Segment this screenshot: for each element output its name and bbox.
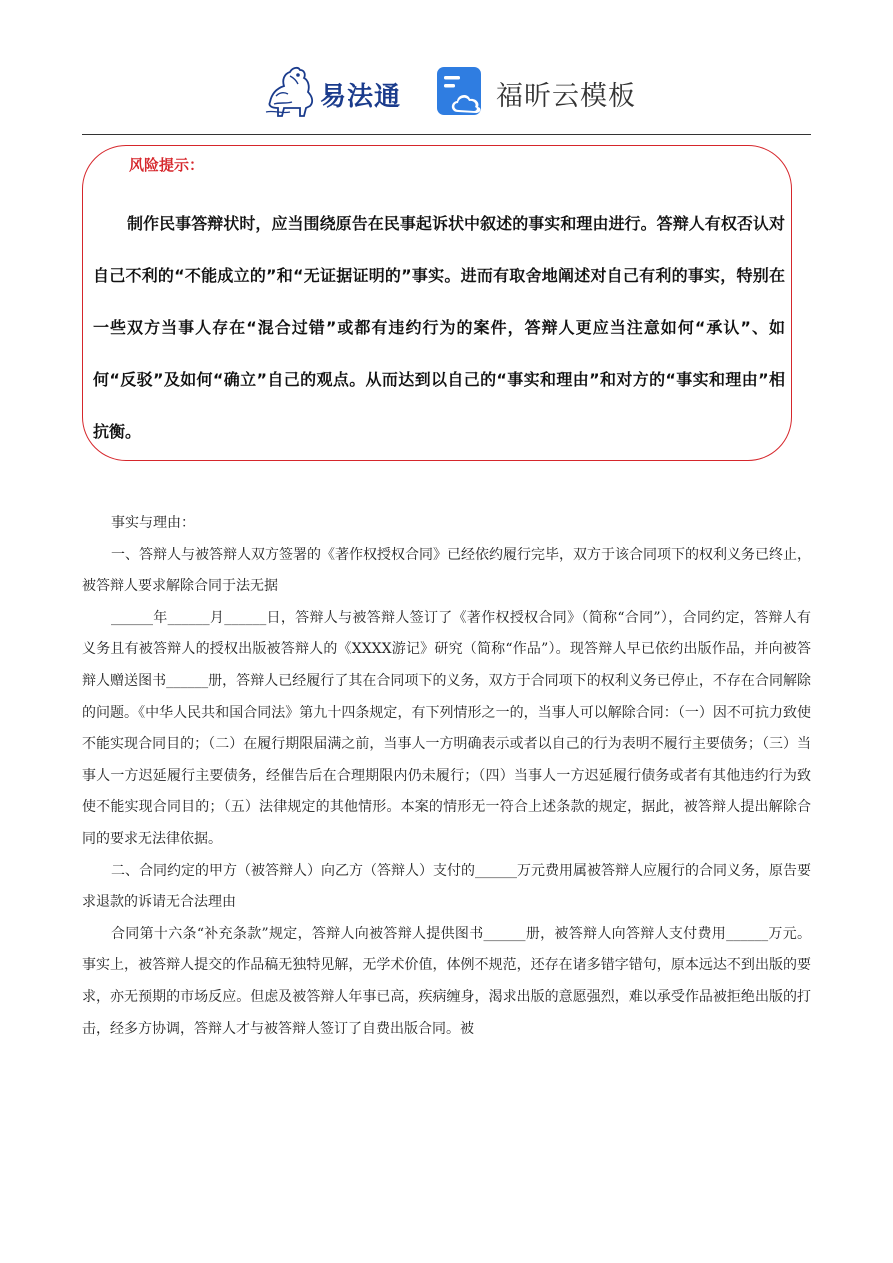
- point-two-heading: 二、合同约定的甲方（被答辩人）向乙方（答辩人）支付的______万元费用属被答辩人应履行的合同义务，原告要求退款的诉请无合法理由: [82, 862, 811, 911]
- risk-body: 制作民事答辩状时，应当围绕原告在民事起诉状中叙述的事实和理由进行。答辩人有权否认对自己不利的“不能成立的”和“无证据证明的”事实。进而有取舍地阐述对自己有利的事实，特别在一些双方当事人存在“混合过错”或都有违约行为的案件，答辩人更应当注意如何“承认”、如何“反驳”及如何“确立”自己的观点。从而达到以自己的“事实和理由”和对方的“事实和理由”相抗衡。: [93, 214, 785, 441]
- yifatong-logo: [262, 62, 414, 120]
- foxit-brand-text: 福昕云模板: [496, 81, 636, 112]
- section-heading: 事实与理由：: [111, 515, 195, 531]
- foxit-cloud-template-logo: [436, 66, 636, 120]
- point-one-heading: 一、答辩人与被答辩人双方签署的《著作权授权合同》已经依约履行完毕，双方于该合同项下的权利义务已终止，被答辩人要求解除合同于法无据: [82, 546, 811, 595]
- point-two-body: 合同第十六条“补充条款”规定，答辩人向被答辩人提供图书______册，被答辩人向答辩人支付费用______万元。事实上，被答辩人提交的作品稿无独特见解，无学术价值，体例不规范，还存在诸多错字错句，原本远达不到出版的要求，亦无预期的市场反应。但虑及被答辩人年事已高，疾病缠身，渴求出版的意愿强烈，难以承受作品被拒绝出版的打击，经多方协调，答辩人才与被答辩人签订了自费出版合同。被: [82, 925, 811, 1037]
- document-body: [82, 508, 811, 1045]
- qilin-logo-icon: [262, 62, 322, 120]
- header-divider: [82, 134, 811, 135]
- yifatong-brand-text: 易法通: [320, 82, 402, 112]
- point-one-body: ______年______月______日，答辩人与被答辩人签订了《著作权授权合同》（简称“合同”），合同约定，答辩人有义务且有被答辩人的授权出版被答辩人的《XXXX游记》研究（简称“作品”）。现答辩人早已依约出版作品，并向被答辩人赠送图书______册，答辩人已经履行了其在合同项下的义务，双方于合同项下的权利义务已停止，不存在合同解除的问题。《中华人民共和国合同法》第九十四条规定，有下列情形之一的，当事人可以解除合同：（一）因不可抗力致使不能实现合同目的；（二）在履行期限届满之前，当事人一方明确表示或者以自己的行为表明不履行主要债务；（三）当事人一方迟延履行主要债务，经催告后在合理期限内仍未履行；（四）当事人一方迟延履行债务或者有其他违约行为致使不能实现合同目的；（五）法律规定的其他情形。本案的情形无一符合上述条款的规定，据此，被答辩人提出解除合同的要求无法律依据。: [82, 609, 811, 847]
- risk-warning-box: [82, 145, 792, 461]
- cloud-document-icon: [436, 66, 486, 118]
- page-header: [0, 58, 893, 128]
- risk-title: 风险提示：: [129, 156, 205, 174]
